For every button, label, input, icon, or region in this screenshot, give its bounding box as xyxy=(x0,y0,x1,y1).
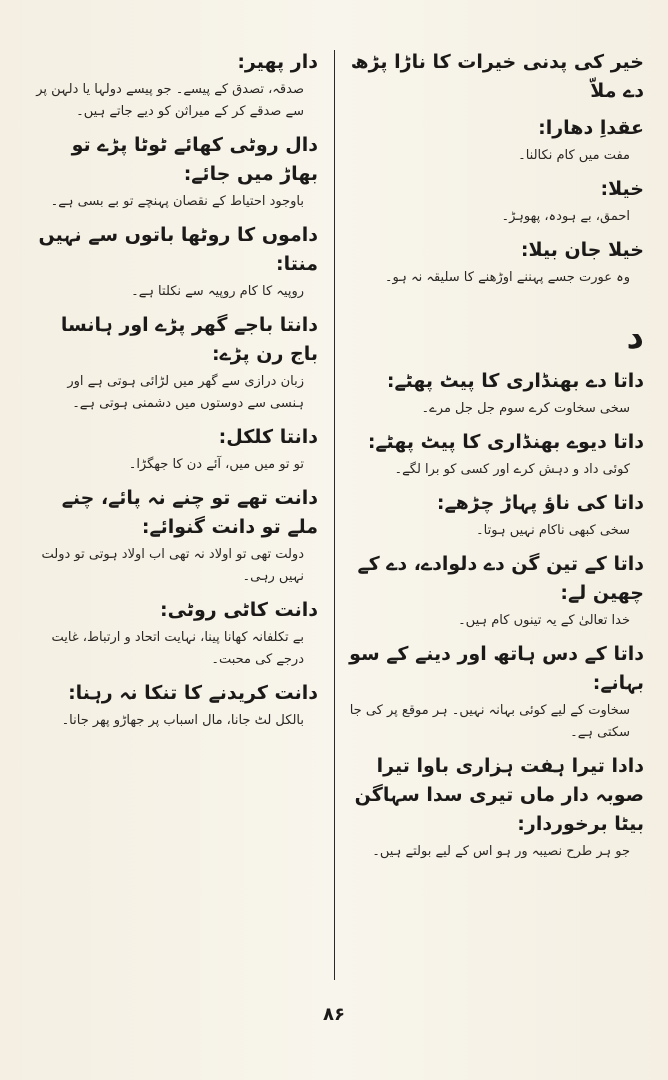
dictionary-entry xyxy=(30,596,318,671)
dictionary-entry xyxy=(348,489,644,542)
dictionary-entry xyxy=(30,484,318,588)
entry-definition: بے تکلفانہ کھانا پینا، نہایت اتحاد و ارتباط، غایت درجے کی محبت۔ xyxy=(51,630,304,667)
entry-definition: سخی سخاوت کرے سوم جل جل مرے۔ xyxy=(421,401,630,416)
entry-headword: دادا تیرا ہفت ہزاری باوا تیرا صوبہ دار ماں تیری سدا سہاگن بیٹا برخوردار: xyxy=(354,755,644,835)
entry-definition: بالکل لٹ جانا، مال اسباب پر جھاڑو پھر جانا۔ xyxy=(61,713,304,728)
entry-headword: داموں کا روٹھا باتوں سے نہیں منتا: xyxy=(38,224,318,275)
entry-headword: داتا دے بھنڈاری کا پیٹ پھٹے: xyxy=(386,370,644,392)
entry-definition: تو تو میں میں، آئے دن کا جھگڑا۔ xyxy=(128,457,304,472)
dictionary-entry xyxy=(348,428,644,481)
entry-definition: مفت میں کام نکالنا۔ xyxy=(518,148,630,163)
dictionary-entry xyxy=(30,311,318,415)
entry-definition: روپیہ کا کام روپیہ سے نکلتا ہے۔ xyxy=(131,284,304,299)
entry-headword: دانتا باجے گھر پڑے اور ہانسا باج رن پڑے: xyxy=(60,314,318,365)
dictionary-entry xyxy=(30,221,318,303)
entry-headword: داتا کے تین گن دے دلوادے، دے کے چھین لے: xyxy=(357,553,644,604)
entry-definition: باوجود احتیاط کے نقصان پہنچے تو بے بسی ہے۔ xyxy=(50,194,304,209)
entry-headword: دال روٹی کھائے ٹوٹا پڑے تو بھاڑ میں جائے: xyxy=(71,134,318,185)
entry-definition: جو ہر طرح نصیبہ ور ہو اس کے لیے بولتے ہیں۔ xyxy=(372,844,630,859)
entry-definition: سخاوت کے لیے کوئی بہانہ نہیں۔ ہر موقع پر کی جا سکتی ہے۔ xyxy=(349,703,630,740)
dictionary-entry xyxy=(348,114,644,167)
entry-headword: عقداِ دھارا: xyxy=(538,117,644,139)
entry-headword: داتا دیوے بھنڈاری کا پیٹ پھٹے: xyxy=(367,431,644,453)
entry-headword: دانت کریدنے کا تنکا نہ رہنا: xyxy=(68,682,318,704)
entry-definition: زبان درازی سے گھر میں لڑائی ہوتی ہے اور ہنسی سے دوستوں میں دشمنی ہوتی ہے۔ xyxy=(67,374,304,411)
entry-headword: داتا کے دس ہاتھ اور دینے کے سو بہانے: xyxy=(349,643,644,694)
dictionary-entry xyxy=(348,550,644,632)
page-number: ۸۶ xyxy=(323,1004,345,1025)
dictionary-entry xyxy=(348,367,644,420)
entry-definition: وہ عورت جسے پہننے اوڑھنے کا سلیقہ نہ ہو۔ xyxy=(384,270,630,285)
dictionary-entry xyxy=(348,175,644,228)
entry-headword: دانت کاٹی روٹی: xyxy=(160,599,318,621)
column-divider xyxy=(334,50,335,980)
dictionary-entry xyxy=(30,423,318,476)
entry-headword: دار پھیر: xyxy=(237,51,318,73)
entry-headword: خیر کی پدنی خیرات کا ناڑا پڑھ دے ملاّ xyxy=(350,51,644,102)
entry-headword: داتا کی ناؤ پہاڑ چڑھے: xyxy=(436,492,644,514)
entry-headword: دانتا کلکل: xyxy=(218,426,318,448)
dictionary-entry xyxy=(30,48,318,123)
entry-headword: خیلا: xyxy=(600,178,644,200)
right-column xyxy=(348,48,644,871)
dictionary-entry xyxy=(348,640,644,744)
left-column xyxy=(30,48,318,740)
dictionary-entry xyxy=(348,236,644,289)
entry-headword: خیلا جان بیلا: xyxy=(520,239,644,261)
entry-definition: صدقہ، تصدق کے پیسے۔ جو پیسے دولہا یا دلہن پر سے صدقے کر کے میراثن کو دیے جاتے ہیں۔ xyxy=(36,82,304,119)
entry-definition: دولت تھی تو اولاد نہ تھی اب اولاد ہوتی تو دولت نہیں رہی۔ xyxy=(41,547,304,584)
entry-definition: سخی کبھی ناکام نہیں ہوتا۔ xyxy=(476,523,630,538)
dictionary-entry xyxy=(30,679,318,732)
entry-definition: خدا تعالیٰ کے یہ تینوں کام ہیں۔ xyxy=(458,613,630,628)
entry-definition: احمق، بے ہودہ، پھوہڑ۔ xyxy=(501,209,630,224)
entry-headword: دانت تھے تو چنے نہ پائے، چنے ملے تو دانت گنوائے: xyxy=(61,487,318,538)
section-letter: د xyxy=(626,317,644,357)
dictionary-entry xyxy=(348,752,644,863)
dictionary-entry xyxy=(348,48,644,106)
entry-definition: کوئی داد و دہش کرے اور کسی کو برا لگے۔ xyxy=(394,462,630,477)
dictionary-entry xyxy=(30,131,318,213)
